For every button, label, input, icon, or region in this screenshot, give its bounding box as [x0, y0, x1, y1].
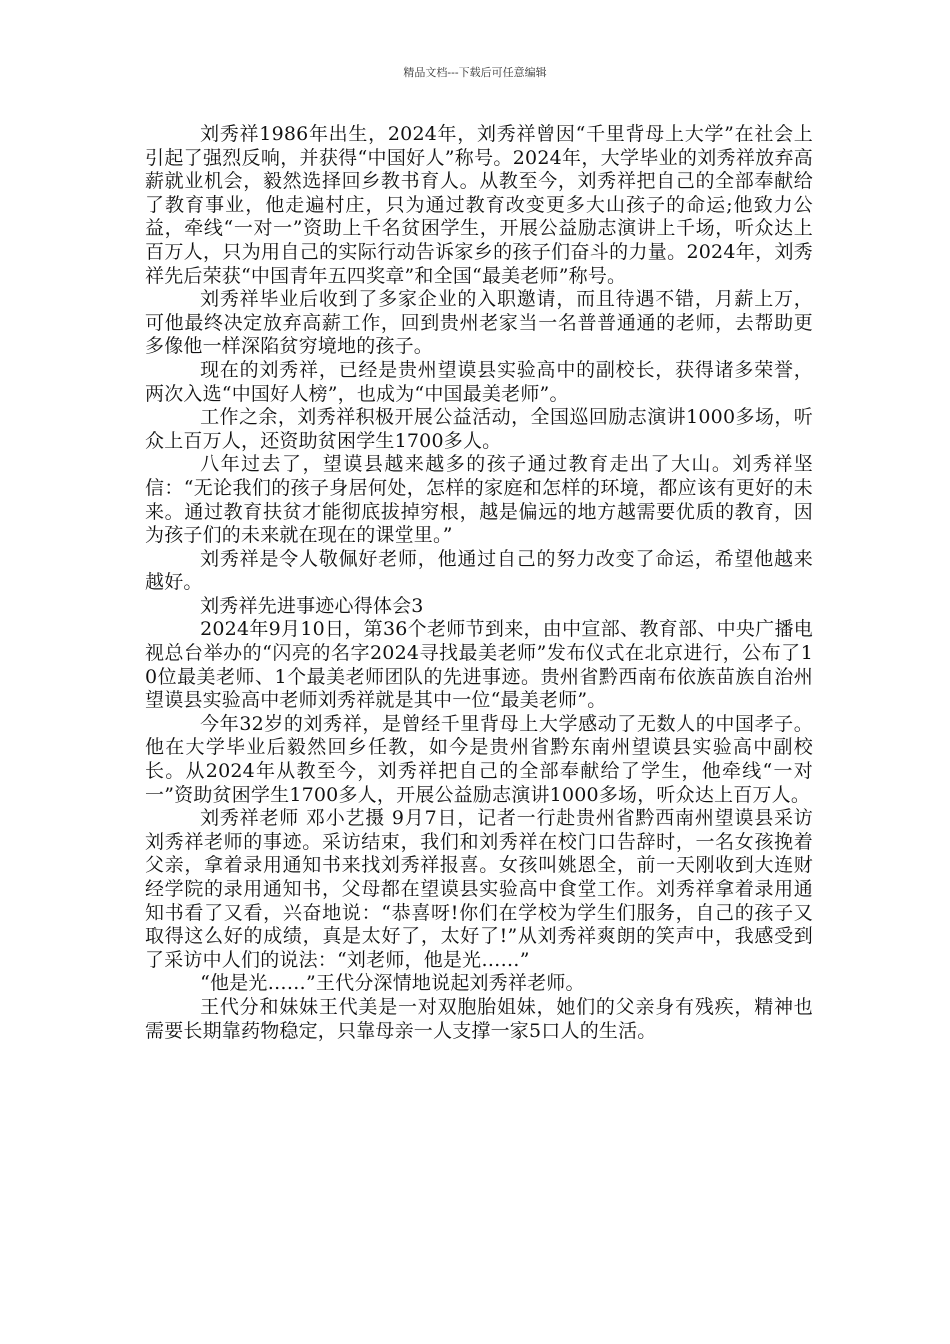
paragraph-7: 2024年9月10日，第36个老师节到来，由中宣部、教育部、中央广播电视总台举办的“闪亮的名字2024寻找最美老师”发布仪式在北京进行，公布了10位最美老师、1个最美老师团队的先进事迹。贵州省黔西南布依族苗族自治州望谟县实验高中老师刘秀祥就是其中一位“最美老师”。 — [145, 618, 813, 712]
paragraph-6: 刘秀祥是令人敬佩好老师，他通过自己的努力改变了命运，希望他越来越好。 — [145, 547, 813, 594]
document-body — [145, 123, 813, 1043]
paragraph-3: 现在的刘秀祥，已经是贵州望谟县实验高中的副校长，获得诸多荣誉，两次入选“中国好人榜”，也成为“中国最美老师”。 — [145, 358, 813, 405]
paragraph-8: 今年32岁的刘秀祥，是曾经千里背母上大学感动了无数人的中国孝子。他在大学毕业后毅然回乡任教，如今是贵州省黔东南州望谟县实验高中副校长。从2024年从教至今，刘秀祥把自己的全部奉献给了学生，他牵线“一对一”资助贫困学生1700多人，开展公益励志演讲1000多场，听众达上百万人。 — [145, 712, 813, 806]
section-heading: 刘秀祥先进事迹心得体会3 — [200, 594, 424, 617]
paragraph-11: 王代分和妹妹王代美是一对双胞胎姐妹，她们的父亲身有残疾，精神也需要长期靠药物稳定，只靠母亲一人支撑一家5口人的生活。 — [145, 995, 813, 1042]
paragraph-5: 八年过去了，望谟县越来越多的孩子通过教育走出了大山。刘秀祥坚信：“无论我们的孩子身居何处，怎样的家庭和怎样的环境，都应该有更好的未来。通过教育扶贫才能彻底拔掉穷根，越是偏远的地方越需要优质的教育，因为孩子们的未来就在现在的课堂里。” — [145, 453, 813, 547]
paragraph-10: “他是光……”王代分深情地说起刘秀祥老师。 — [200, 972, 585, 995]
paragraph-4: 工作之余，刘秀祥积极开展公益活动，全国巡回励志演讲1000多场，听众上百万人，还资助贫困学生1700多人。 — [145, 406, 813, 452]
paragraph-1: 刘秀祥1986年出生，2024年，刘秀祥曾因“千里背母上大学”在社会上引起了强烈反响，并获得“中国好人”称号。2024年，大学毕业的刘秀祥放弃高薪就业机会，毅然选择回乡教书育人。从教至今，刘秀祥把自己的全部奉献给了教育事业，他走遍村庄，只为通过教育改变更多大山孩子的命运;他致力公益，牵线“一对一”资助上千名贫困学生，开展公益励志演讲上千场，听众达上百万人，只为用自己的实际行动告诉家乡的孩子们奋斗的力量。2024年，刘秀祥先后荣获“中国青年五四奖章”和全国“最美老师”称号。 — [145, 123, 813, 287]
paragraph-9: 刘秀祥老师 邓小艺摄 9月7日，记者一行赴贵州省黔西南州望谟县采访刘秀祥老师的事迹。采访结束，我们和刘秀祥在校门口告辞时，一名女孩挽着父亲，拿着录用通知书来找刘秀祥报喜。女孩叫姚恩全，前一天刚收到大连财经学院的录用通知书，父母都在望谟县实验高中食堂工作。刘秀祥拿着录用通知书看了又看，兴奋地说：“恭喜呀!你们在学校为学生们服务，自己的孩子又取得这么好的成绩，真是太好了，太好了!”从刘秀祥爽朗的笑声中，我感受到了采访中人们的说法：“刘老师，他是光……” — [145, 807, 813, 971]
page-header: 精品文档---下载后可任意编辑 — [403, 66, 547, 79]
paragraph-2: 刘秀祥毕业后收到了多家企业的入职邀请，而且待遇不错，月薪上万，可他最终决定放弃高薪工作，回到贵州老家当一名普普通通的老师，去帮助更多像他一样深陷贫穷境地的孩子。 — [145, 288, 813, 358]
